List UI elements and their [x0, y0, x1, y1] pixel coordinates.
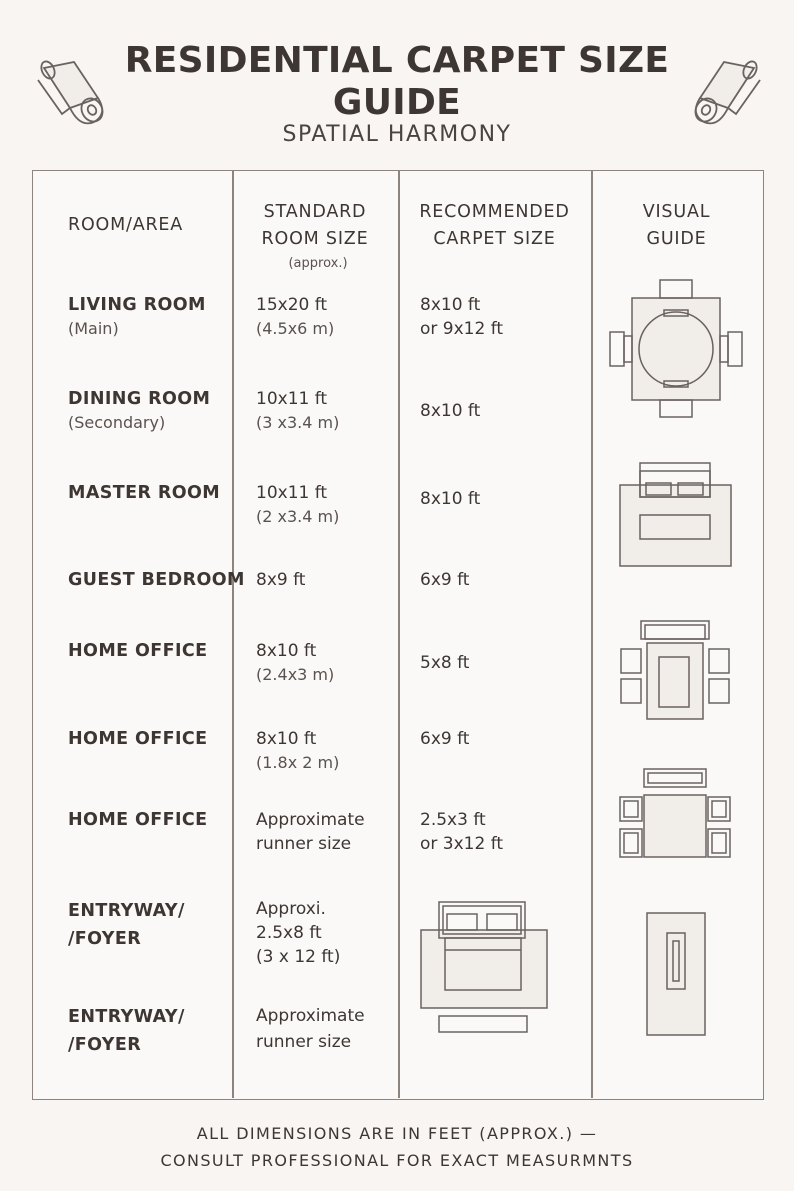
runner-rug-icon — [645, 911, 707, 1037]
title-line-1: RESIDENTIAL CARPET SIZE — [124, 40, 670, 81]
header-standard-note: (approx.) — [288, 256, 348, 271]
table-row-room-size: Approxi. 2.5x8 ft (3 x 12 ft) — [256, 899, 341, 967]
title-line-2: GUIDE — [332, 82, 462, 123]
table-row-room-size: Approximate runner size — [256, 1006, 365, 1052]
table-row-room: MASTER ROOM — [68, 483, 221, 503]
table-row-carpet-size: 2.5x3 ft or 3x12 ft — [420, 810, 504, 854]
page-title — [0, 40, 794, 124]
table-row-carpet-size: 6x9 ft — [420, 570, 470, 590]
bed-with-rug-icon — [419, 902, 549, 1034]
round-table-icon — [610, 280, 742, 418]
table-row-room: ENTRYWAY/ /FOYER — [68, 1007, 185, 1055]
table-row-room-size: 8x10 ft (2.4x3 m) — [256, 641, 335, 684]
bed-icon — [620, 463, 732, 567]
carpet-roll-icon-left — [34, 58, 110, 138]
footer-note-line-1: ALL DIMENSIONS ARE IN FEET (APPROX.) — — [196, 1124, 598, 1143]
table-row-room-size: 15x20 ft (4.5x6 m) — [256, 295, 335, 338]
dining-set-icon — [618, 769, 732, 861]
column-divider — [232, 170, 234, 1098]
table-row-carpet-size: 5x8 ft — [420, 653, 470, 673]
header-standard-line-1: STANDARD — [263, 202, 367, 222]
header-visual-line-1: VISUAL — [642, 202, 711, 222]
table-row-carpet-size: 6x9 ft — [420, 729, 470, 749]
table-row-room: LIVING ROOM (Main) — [68, 295, 206, 338]
table-row-room: DINING ROOM (Secondary) — [68, 389, 211, 432]
table-row-carpet-size: 8x10 ft or 9x12 ft — [420, 295, 504, 339]
column-divider — [591, 170, 593, 1098]
table-row-carpet-size: 8x10 ft — [420, 401, 481, 421]
header-recommended-line-1: RECOMMENDED — [419, 202, 570, 222]
table-row-room-size: 10x11 ft (3 x3.4 m) — [256, 389, 340, 432]
table-row-room: ENTRYWAY/ /FOYER — [68, 901, 185, 949]
header-standard-room-size — [232, 199, 398, 253]
header-visual-guide — [591, 199, 762, 253]
footer-note-line-2: CONSULT PROFESSIONAL FOR EXACT MEASURMNTS — [160, 1151, 634, 1170]
table-row-room-size: 10x11 ft (2 x3.4 m) — [256, 483, 340, 526]
table-row-room: HOME OFFICE — [68, 810, 208, 830]
table-row-room-size: Approximate runner size — [256, 810, 365, 854]
sofa-set-icon — [619, 621, 731, 721]
table-row-room: HOME OFFICE — [68, 729, 208, 749]
table-row-room: HOME OFFICE — [68, 641, 208, 661]
table-row-carpet-size: 8x10 ft — [420, 489, 481, 509]
table-row-room-size: 8x10 ft (1.8x 2 m) — [256, 729, 340, 772]
carpet-roll-icon-right — [688, 58, 764, 138]
header-standard-line-2: ROOM SIZE — [261, 229, 369, 249]
header-visual-line-2: GUIDE — [646, 229, 707, 249]
page-subtitle: SPATIAL HARMONY — [282, 122, 512, 147]
header-recommended-carpet-size — [398, 199, 591, 253]
column-divider — [398, 170, 400, 1098]
table-row-room: GUEST BEDROOM — [68, 570, 245, 590]
header-recommended-line-2: CARPET SIZE — [433, 229, 556, 249]
table-row-room-size: 8x9 ft — [256, 570, 306, 590]
header-room-area: ROOM/AREA — [68, 215, 184, 235]
